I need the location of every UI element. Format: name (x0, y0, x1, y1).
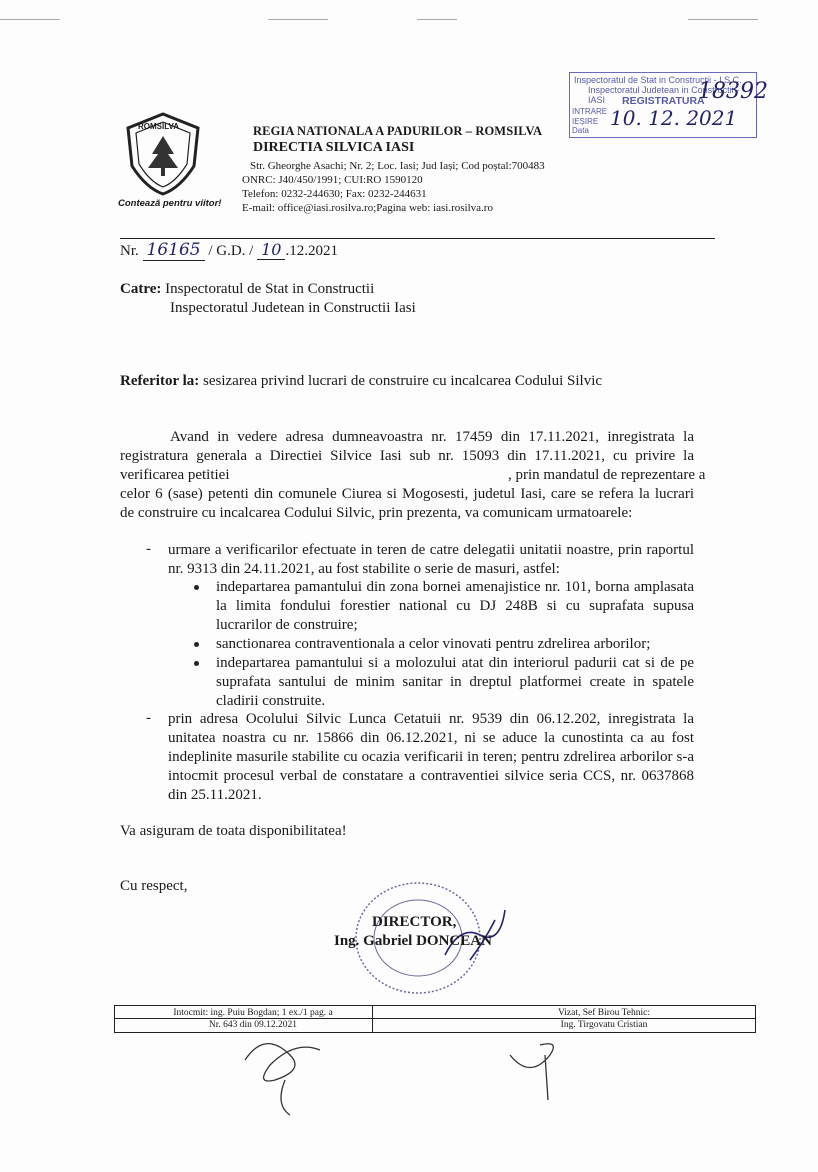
item-2-dash: - (146, 710, 151, 726)
signature-name: Ing. Gabriel DONCEAN (334, 933, 492, 949)
closing: Cu respect, (120, 878, 188, 894)
footer-left-2: Nr. 643 din 09.12.2021 (208, 1020, 298, 1030)
stamp-number: 18392 (698, 79, 768, 104)
header-directorate: DIRECTIA SILVICA IASI (253, 140, 415, 155)
header-phone: Telefon: 0232-244630; Fax: 0232-244631 (242, 188, 427, 200)
footer-right-1: Vizat, Sef Birou Tehnic: (558, 1008, 650, 1018)
stamp-line-2: Inspectoratul Judetean in Constructii - IASI (588, 85, 740, 105)
subject-label: Referitor la: (120, 373, 200, 389)
stamp-line-3: REGISTRATURA (622, 95, 705, 107)
footer-table (114, 1005, 756, 1033)
ref-prefix: Nr. (120, 243, 139, 259)
sub-item-1: indepartarea pamantului din zona bornei amenajistice nr. 101, borna amplasata la limita fondului forestier national cu DJ 248B si cu suprafata supusa lucrarilor de construire; (216, 579, 694, 633)
sub-2-bullet (194, 642, 199, 647)
availability: Va asiguram de toata disponibilitatea! (120, 823, 347, 839)
registration-stamp (569, 72, 768, 138)
sub-1-bullet (194, 585, 199, 590)
footer-left-1: Intocmit: ing. Puiu Bogdan; 1 ex./1 pag. a (173, 1008, 333, 1018)
header-address: Str. Gheorghe Asachi; Nr. 2; Loc. Iasi; Jud Iași; Cod poștal:700483 (250, 160, 545, 172)
subject (120, 372, 602, 391)
footer-right-2: Ing. Tirgovatu Cristian (560, 1020, 648, 1030)
ref-middle: / G.D. / (208, 243, 254, 259)
logo-motto: Contează pentru viitor! (118, 198, 222, 209)
reviewer-signature-icon (500, 1025, 580, 1105)
subject-text: sesizarea privind lucrari de construire cu incalcarea Codului Silvic (203, 373, 603, 389)
item-2: prin adresa Ocolului Silvic Lunca Cetatuii nr. 9539 din 06.12.202, inregistrata la unitatea noastra cu nr. 15866 din 06.12.2021, ni se aduce la cunostinta ca au fost indeplinite masurile stabilite cu ocazia verificarii in teren; pentru zdrelirea arborilor s-a intocmit procesul verbal de constatare a contraventiei silvice seria CCS, nr. 0637868 din 25.11.2021. (168, 711, 694, 803)
top-rule-mid2 (417, 19, 457, 20)
ref-day: 10 (257, 240, 285, 260)
recipient-line-2: Inspectoratul Judetean in Constructii Iasi (170, 300, 416, 316)
romsilva-logo (120, 110, 210, 201)
ref-number: 16165 (143, 240, 205, 261)
preparer-signature-icon (235, 1020, 345, 1120)
top-rule-right (688, 19, 758, 20)
recipient-line-1: Inspectoratul de Stat in Constructii (165, 281, 375, 297)
intro-line-3a: verificarea petitiei (120, 467, 230, 483)
recipient (120, 280, 374, 299)
item-1: urmare a verificarilor efectuate in teren de catre delegatii unitatii noastre, prin raportul nr. 9313 din 24.11.2021, au fost stabilite o serie de masuri, astfel: (168, 542, 694, 577)
ref-suffix: .12.2021 (285, 243, 338, 259)
signature-title: DIRECTOR, (372, 914, 457, 930)
sub-3-bullet (194, 661, 199, 666)
intro-line-4: celor 6 (sase) petenti din comunele Ciurea si Mogosesti, judetul Iasi, care se refera la lucrari (120, 486, 694, 502)
intro-line-2: registratura generala a Directiei Silvice Iasi sub nr. 15093 din 17.11.2021, cu privire la (120, 448, 694, 464)
stamp-line-1: Inspectoratul de Stat in Constructii - I.S.C. (574, 75, 742, 85)
top-rule-left (0, 19, 60, 20)
top-rule-mid (268, 19, 328, 20)
reference-number (120, 240, 338, 260)
header-divider (120, 238, 715, 239)
intro-line-5: de construire cu incalcarea Codului Silvic, prin prezenta, va comunicam urmatoarele: (120, 505, 633, 521)
sub-item-3: indepartarea pamantului si a molozului atat din interiorul padurii cat si de pe suprafata santului de minim sanitar in dreptul platformei create in spatele cladirii construite. (216, 655, 694, 709)
header-registry: ONRC: J40/450/1991; CUI:RO 1590120 (242, 174, 423, 186)
header-email: E-mail: office@iasi.rosilva.ro;Pagina web: iasi.rosilva.ro (242, 202, 493, 214)
stamp-intrare: INTRARE (572, 107, 608, 116)
logo-text: ROMSILVA (138, 122, 180, 131)
sub-item-2: sanctionarea contraventionala a celor vinovati pentru zdrelirea arborilor; (216, 636, 651, 652)
stamp-data: Data (572, 126, 589, 135)
recipient-label: Catre: (120, 281, 162, 297)
stamp-date: 10. 12. 2021 (610, 106, 738, 130)
stamp-iesire: IEȘIRE (572, 117, 599, 126)
intro-line-1: Avand in vedere adresa dumneavoastra nr. 17459 din 17.11.2021, inregistrata la (170, 429, 694, 445)
intro-line-3b: , prin mandatul de reprezentare a (508, 467, 706, 483)
header-org: REGIA NATIONALA A PADURILOR – ROMSILVA (253, 124, 543, 138)
item-1-dash: - (146, 541, 151, 557)
